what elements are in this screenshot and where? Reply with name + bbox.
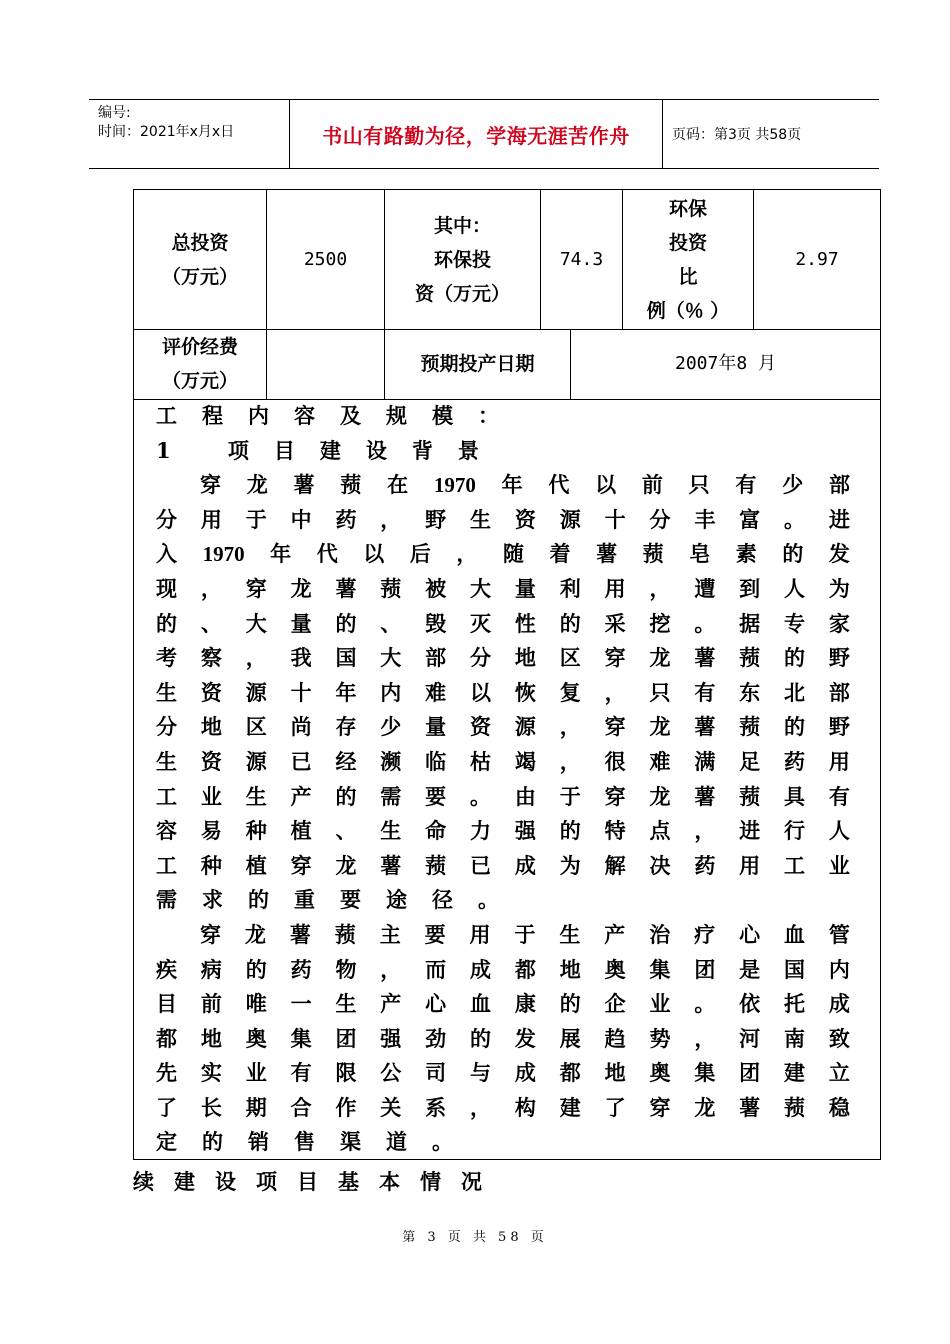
subheading: 1 项目建设背景 [156,437,504,463]
page-header [89,99,879,169]
text-line: 生 资 源 已 经 濒 临 枯 竭 ， 很 难 满 足 药 用 [156,748,850,774]
header-page-code: 页码：第3页 共58页 [672,127,802,143]
production-date-label: 预期投产日期 [385,329,571,399]
document-number-label: 编号: [98,105,131,121]
page-footer: 第 3 页 共 58 页 [402,1230,548,1245]
text-line: 了 长 期 合 作 关 系 ， 构 建 了 穿 龙 薯 蓣 稳 [156,1094,850,1120]
text-line: 疾 病 的 药 物 ， 而 成 都 地 奥 集 团 是 国 内 [156,956,850,982]
text-line: 考 察 ， 我 国 大 部 分 地 区 穿 龙 薯 蓣 的 野 [156,645,850,671]
text-line: 入 1970 年 代 以 后 ， 随 着 薯 蓣 皂 素 的 发 [156,541,850,567]
continuation-title: 续建设项目基本情况 [133,1169,502,1194]
production-date-value: 2007年8 月 [674,353,777,374]
text-line: 工 业 生 产 的 需 要 。 由 于 穿 龙 薯 蓣 具 有 [156,783,850,809]
text-line: 工 种 植 穿 龙 薯 蓣 已 成 为 解 决 药 用 工 业 [156,852,850,878]
text-line: 分 用 于 中 药 ， 野 生 资 源 十 分 丰 富 。 进 [156,506,850,532]
paragraph-1 [156,468,850,883]
paragraph-1-last-line: 需求的重要途径。 [156,887,524,913]
env-investment-label: 其中： 环保投 资（万元） [385,190,541,329]
text-line: 先 实 业 有 限 公 司 与 成 都 地 奥 集 团 建 立 [156,1060,850,1086]
env-ratio-label: 环保 投资 比 例（％ ） [623,190,754,329]
env-ratio-value: 2.97 [795,248,839,270]
text-line: 分 地 区 尚 存 少 量 资 源 ， 穿 龙 薯 蓣 的 野 [156,714,850,740]
investment-row [134,190,880,330]
paragraph-2-last-line: 定的销售渠道。 [156,1129,478,1155]
header-meta [89,100,290,168]
project-info-table [133,189,881,1160]
text-line: 的 、 大 量 的 、 毁 灭 性 的 采 挖 。 据 专 家 [156,610,850,636]
total-investment-value: 2500 [267,190,385,329]
evaluation-row [134,329,880,400]
eval-fee-value [267,329,385,399]
text-line: 现 ， 穿 龙 薯 蓣 被 大 量 利 用 ， 遭 到 人 为 [156,575,850,601]
text-line: 都 地 奥 集 团 强 劲 的 发 展 趋 势 ， 河 南 致 [156,1025,850,1051]
text-line: 穿 龙 薯 蓣 主 要 用 于 生 产 治 疗 心 血 管 [200,921,850,947]
header-motto: 书山有路勤为径，学海无涯苦作舟 [290,100,663,168]
section-heading: 工程内容及规模： [156,403,524,428]
eval-fee-label: 评价经费 （万元） [134,329,267,399]
text-line: 目 前 唯 一 生 产 心 血 康 的 企 业 。 依 托 成 [156,991,850,1017]
text-line: 容 易 种 植 、 生 命 力 强 的 特 点 ， 进 行 人 [156,818,850,844]
project-content [156,399,850,1160]
text-line: 穿 龙 薯 蓣 在 1970 年 代 以 前 只 有 少 部 [200,472,850,498]
text-line: 生 资 源 十 年 内 难 以 恢 复 ， 只 有 东 北 部 [156,679,850,705]
env-investment-value: 74.3 [541,190,623,329]
total-investment-label: 总投资 （万元） [134,190,267,329]
document-time: 时间：2021年x月x日 [98,124,235,140]
paragraph-2 [156,918,850,1126]
